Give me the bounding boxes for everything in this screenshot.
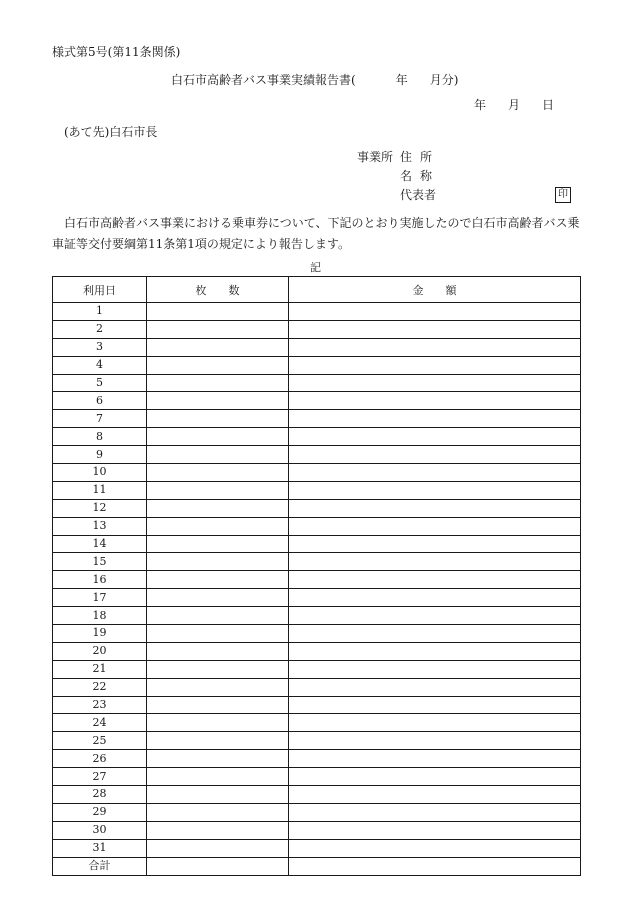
row-amount-cell[interactable]	[289, 803, 581, 821]
row-day: 10	[53, 464, 147, 482]
table-row	[53, 303, 581, 321]
office-label: 事業所	[357, 150, 394, 164]
table-row	[53, 786, 581, 804]
row-count-cell[interactable]	[147, 303, 289, 321]
row-day: 15	[53, 553, 147, 571]
header-count	[147, 277, 289, 303]
addressee: (あて先)白石市長	[64, 125, 158, 139]
row-amount-cell[interactable]	[289, 786, 581, 804]
row-day: 22	[53, 678, 147, 696]
table-row	[53, 446, 581, 464]
row-day: 29	[53, 803, 147, 821]
row-day: 17	[53, 589, 147, 607]
table-row	[53, 696, 581, 714]
row-amount-cell[interactable]	[289, 517, 581, 535]
row-count-cell[interactable]	[147, 589, 289, 607]
row-day: 4	[53, 356, 147, 374]
row-amount-cell[interactable]	[289, 732, 581, 750]
row-count-cell[interactable]	[147, 338, 289, 356]
row-day: 5	[53, 374, 147, 392]
row-day: 31	[53, 839, 147, 857]
table-row	[53, 768, 581, 786]
row-count-cell[interactable]	[147, 696, 289, 714]
row-amount-cell[interactable]	[289, 571, 581, 589]
row-count-cell[interactable]	[147, 732, 289, 750]
row-count-cell[interactable]	[147, 607, 289, 625]
table-row	[53, 571, 581, 589]
row-amount-cell[interactable]	[289, 356, 581, 374]
row-amount-cell[interactable]	[289, 660, 581, 678]
row-day: 9	[53, 446, 147, 464]
table-row	[53, 750, 581, 768]
row-day: 14	[53, 535, 147, 553]
seal-mark: 印	[555, 187, 571, 203]
row-day: 3	[53, 338, 147, 356]
table-header-row	[53, 277, 581, 303]
row-amount-cell[interactable]	[289, 374, 581, 392]
row-count-cell[interactable]	[147, 481, 289, 499]
row-day: 23	[53, 696, 147, 714]
row-day: 30	[53, 821, 147, 839]
row-count-cell[interactable]	[147, 446, 289, 464]
row-amount-cell[interactable]	[289, 410, 581, 428]
table-row	[53, 499, 581, 517]
title-year: 年	[395, 73, 408, 87]
date-month: 月	[508, 98, 521, 112]
header-amount-char-2: 額	[445, 283, 457, 297]
row-day: 18	[53, 607, 147, 625]
table-row	[53, 678, 581, 696]
row-day: 13	[53, 517, 147, 535]
row-count-cell[interactable]	[147, 392, 289, 410]
row-amount-cell[interactable]	[289, 589, 581, 607]
ki-heading: 記	[310, 261, 321, 274]
row-amount-cell[interactable]	[289, 464, 581, 482]
row-day: 28	[53, 786, 147, 804]
row-count-cell[interactable]	[147, 625, 289, 643]
row-day: 6	[53, 392, 147, 410]
row-count-cell[interactable]	[147, 786, 289, 804]
table-row	[53, 589, 581, 607]
table-row	[53, 338, 581, 356]
row-amount-cell[interactable]	[289, 642, 581, 660]
report-date	[474, 99, 554, 111]
address-label	[400, 151, 440, 163]
row-amount-cell[interactable]	[289, 607, 581, 625]
row-amount-cell[interactable]	[289, 625, 581, 643]
row-count-cell[interactable]	[147, 428, 289, 446]
row-amount-cell[interactable]	[289, 481, 581, 499]
document-title	[171, 74, 458, 86]
row-day: 7	[53, 410, 147, 428]
table-row	[53, 374, 581, 392]
row-count-cell[interactable]	[147, 839, 289, 857]
row-day: 12	[53, 499, 147, 517]
row-day: 26	[53, 750, 147, 768]
row-count-cell[interactable]	[147, 660, 289, 678]
row-day: 2	[53, 320, 147, 338]
date-year: 年	[474, 98, 487, 112]
row-day: 8	[53, 428, 147, 446]
report-table	[52, 276, 581, 876]
row-day: 25	[53, 732, 147, 750]
header-amount	[289, 277, 581, 303]
row-count-cell[interactable]	[147, 374, 289, 392]
header-count-char-1: 枚	[195, 283, 207, 297]
row-amount-cell[interactable]	[289, 696, 581, 714]
total-count-cell[interactable]	[147, 857, 289, 875]
table-row	[53, 660, 581, 678]
table-row	[53, 732, 581, 750]
header-count-char-2: 数	[228, 283, 240, 297]
row-amount-cell[interactable]	[289, 678, 581, 696]
table-row	[53, 535, 581, 553]
table-row	[53, 320, 581, 338]
table-row	[53, 839, 581, 857]
table-row	[53, 464, 581, 482]
row-amount-cell[interactable]	[289, 392, 581, 410]
total-row	[53, 857, 581, 875]
row-day: 1	[53, 303, 147, 321]
table-row	[53, 642, 581, 660]
table-row	[53, 356, 581, 374]
row-amount-cell[interactable]	[289, 714, 581, 732]
table-row	[53, 517, 581, 535]
row-count-cell[interactable]	[147, 678, 289, 696]
row-day: 24	[53, 714, 147, 732]
row-count-cell[interactable]	[147, 750, 289, 768]
name-label-char-2: 称	[420, 169, 433, 183]
row-count-cell[interactable]	[147, 320, 289, 338]
name-label-char-1: 名	[400, 169, 413, 183]
address-label-char-2: 所	[420, 150, 433, 164]
row-day: 16	[53, 571, 147, 589]
row-day: 27	[53, 768, 147, 786]
row-count-cell[interactable]	[147, 642, 289, 660]
table-row	[53, 392, 581, 410]
row-count-cell[interactable]	[147, 821, 289, 839]
form-number: 様式第5号(第11条関係)	[52, 45, 181, 59]
row-amount-cell[interactable]	[289, 320, 581, 338]
row-amount-cell[interactable]	[289, 821, 581, 839]
body-text: 白石市高齢者バス事業における乗車券について、下記のとおり実施したので白石市高齢者バス乗車証等交付要綱第11条第1項の規定により報告します。	[52, 216, 580, 251]
row-count-cell[interactable]	[147, 356, 289, 374]
row-day: 20	[53, 642, 147, 660]
representative-label: 代表者	[400, 188, 437, 202]
address-label-char-1: 住	[400, 150, 413, 164]
row-count-cell[interactable]	[147, 517, 289, 535]
total-label: 合計	[53, 857, 147, 875]
row-amount-cell[interactable]	[289, 553, 581, 571]
table-row	[53, 410, 581, 428]
title-prefix: 白石市高齢者バス事業実績報告書(	[171, 73, 356, 87]
table-row	[53, 714, 581, 732]
row-count-cell[interactable]	[147, 803, 289, 821]
row-amount-cell[interactable]	[289, 428, 581, 446]
name-label	[400, 170, 440, 182]
row-amount-cell[interactable]	[289, 750, 581, 768]
row-amount-cell[interactable]	[289, 839, 581, 857]
row-day: 11	[53, 481, 147, 499]
row-amount-cell[interactable]	[289, 768, 581, 786]
row-count-cell[interactable]	[147, 410, 289, 428]
table-row	[53, 428, 581, 446]
header-amount-char-1: 金	[412, 283, 424, 297]
row-count-cell[interactable]	[147, 553, 289, 571]
header-date: 利用日	[53, 277, 147, 303]
table-row	[53, 553, 581, 571]
row-count-cell[interactable]	[147, 768, 289, 786]
row-day: 19	[53, 625, 147, 643]
row-count-cell[interactable]	[147, 464, 289, 482]
row-amount-cell[interactable]	[289, 499, 581, 517]
row-count-cell[interactable]	[147, 571, 289, 589]
date-day: 日	[542, 98, 555, 112]
table-row	[53, 821, 581, 839]
table-row	[53, 607, 581, 625]
row-amount-cell[interactable]	[289, 446, 581, 464]
table-row	[53, 481, 581, 499]
row-amount-cell[interactable]	[289, 303, 581, 321]
row-count-cell[interactable]	[147, 535, 289, 553]
total-amount-cell[interactable]	[289, 857, 581, 875]
table-row	[53, 625, 581, 643]
row-amount-cell[interactable]	[289, 535, 581, 553]
row-amount-cell[interactable]	[289, 338, 581, 356]
row-count-cell[interactable]	[147, 499, 289, 517]
row-day: 21	[53, 660, 147, 678]
title-suffix: 月分)	[429, 73, 459, 87]
table-row	[53, 803, 581, 821]
row-count-cell[interactable]	[147, 714, 289, 732]
